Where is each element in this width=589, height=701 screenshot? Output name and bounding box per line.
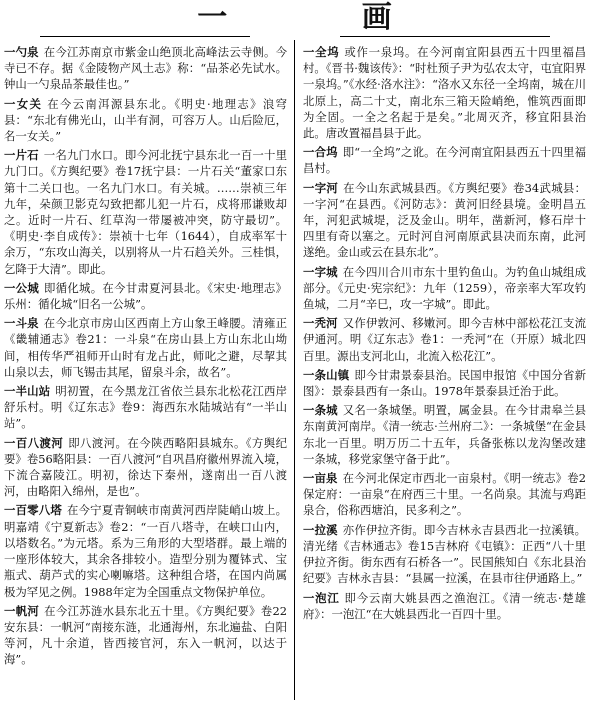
entry-text: 在今江苏南京市紫金山绝顶北高峰法云寺侧。今寺已不存。据《金陵物产风土志》称：“品茶必先试水。钟山一勺泉品茶最佳也。” (4, 45, 287, 92)
entry-headword: 一帆河 (4, 603, 40, 618)
entry-text: 即今云南大姚县西之渔泡江。《清一统志·楚雄府》：一泡江“在大姚县西北一百四十里。 (303, 590, 586, 621)
entry-headword: 一拉溪 (303, 522, 338, 537)
entry-text: 或作一泉坞。在今河南宜阳县西五十四里福昌村。《晋书·魏该传》：“时杜预子尹为弘农太守，屯宜阳界一泉坞。”《水经·洛水注》：“洛水又东径一全坞南，城在川北原上，高二十丈，南北东三箱天险峭绝，惟筑西面即为全固。一全之名起于是矣。”北周灭齐，移宜阳县治此。唐改置福昌县于此。 (303, 45, 586, 141)
title-rule-left (40, 36, 250, 37)
gazetteer-entry (303, 144, 586, 176)
entry-text: 在今宁夏青铜峡市南黄河西岸陡峭山坡上。明嘉靖《宁夏新志》卷2：“一百八塔寺，在峡口山内，以塔数名。”为元塔。系为三角形的大型塔群。最上端的一座形体较大，其余各排较小。造型分别为覆钵式、宝瓶式、葫芦式的实心喇嘛塔。这种组合塔，在国内尚属极为罕见之例。1988年定为全国重点文物保护单位。 (4, 503, 287, 599)
entry-headword: 一公城 (4, 280, 40, 295)
entry-text: 即循化城。在今甘肃夏河县北。《宋史·地理志》乐州：循化城“旧名一公城”。 (4, 280, 287, 312)
gazetteer-entry (4, 96, 287, 145)
gazetteer-entry (303, 402, 586, 467)
entry-headword: 一片石 (4, 148, 39, 163)
entry-headword: 一女关 (4, 96, 43, 111)
entry-text: 在今北京市房山区西南上方山象王峰腰。清雍正《畿辅通志》卷21：一斗泉“在房山县上方山东北山坳间，相传华严祖师开山时有龙占此，师叱之避，尽挈其山泉以去，师飞锡击其尾，留泉斗余，故名”。 (4, 316, 287, 379)
entry-headword: 一半山站 (4, 384, 51, 399)
entry-text: 在今山东武城县西。《方舆纪要》卷34武城县：一字河“在县西。《河防志》：黄河旧经县境。金明昌五年，河犯武城堤，泛及金山。明年，凿新河，修石岸十四里有奇以塞之。元时河自河南原武县决而东南，此河遂绝。金山或云在县东北”。 (303, 180, 586, 260)
entry-headword: 一合坞 (303, 145, 338, 160)
gazetteer-entry (4, 603, 287, 668)
entry-headword: 一条城 (303, 403, 338, 418)
gazetteer-entry (303, 44, 586, 141)
entry-text: 在今四川合川市东十里钓鱼山。为钓鱼山城组成部分。《元史·宪宗纪》：九年（1259），帝亲率大军攻钓鱼城，二月“辛巳，攻一字城”。即此。 (303, 264, 586, 312)
entry-headword: 一条山镇 (303, 367, 350, 382)
entry-headword: 一字河 (303, 180, 339, 195)
entry-text: 明初置，在今黑龙江省依兰县东北松花江西岸舒乐村。明《辽东志》卷9：海西东水陆城站有“一半山站”。 (4, 384, 287, 431)
entry-text: 亦作伊拉齐街。即今吉林永吉县西北一拉溪镇。清光绪《吉林通志》卷15吉林府《屯镇》：正西“八十里伊拉齐街。街东西有石桥各一”。民国熊知白《东北县治纪要》吉林永吉县：“县属一拉溪，在县市往伊通路上。” (303, 522, 586, 586)
entry-text: 即今甘肃景泰县治。民国申报馆《中国分省新图》：景泰县西有一条山。1978年景泰县迁治于此。 (303, 367, 586, 399)
entry-headword: 一勺泉 (4, 45, 39, 59)
entry-headword: 一百零八塔 (4, 503, 62, 518)
page-title: 一 画 (197, 0, 454, 35)
entry-headword: 一全坞 (303, 45, 340, 59)
gazetteer-entry (4, 315, 287, 380)
entry-text: 一名九门水口。即今河北抚宁县东北一百一十里九门口。《方舆纪要》卷17抚宁县：一片石关“董家口东第十二关口也。一名九门水口。有关城。……崇祯三年九年，朵颜卫影克勾致把都儿犯一片石，戍将邢谦败却之。近时一片石、红草沟一带屡被冲突，防守最切”。《明史·李自成传》：崇祯十七年（1644），自成率军十余万，“东攻山海关，以别将从一片石趋关外。三桂惧，乞降于大清”。即此。 (4, 148, 287, 276)
gazetteer-entry (303, 522, 586, 587)
gazetteer-entry (303, 590, 586, 622)
gazetteer-entry (4, 147, 287, 277)
entry-headword: 一秃河 (303, 316, 338, 331)
gazetteer-entry (4, 502, 287, 599)
gazetteer-entry (303, 180, 586, 261)
gazetteer-entry (303, 315, 586, 364)
right-column (303, 44, 586, 698)
entry-headword: 一百八渡河 (4, 435, 64, 450)
gazetteer-entry (4, 435, 287, 500)
entry-text: 在今河北保定市西北一亩泉村。《明一统志》卷2保定府：一亩泉“在府西三十里。一名尚泉。其流与鸡距泉合，俗称西塘泊，民多利之”。 (303, 471, 586, 518)
entry-text: 又作伊敦河、移嫩河。即今吉林中部松花江支流伊通河。明《辽东志》卷1：一秃河“在（开原）城北四百里。源出支河北山，北流入松花江”。 (303, 316, 586, 363)
entry-text: 即八渡河。在今陕西略阳县城东。《方舆纪要》卷56略阳县：一百八渡河“自巩昌府徽州界流入境，下流合嘉陵江。明初，徐达下秦州，遂南出一百八渡河，由略阳入绵州，是也”。 (4, 435, 287, 499)
entry-text: 在今云南洱源县东北。《明史·地理志》浪穹县：“东北有佛光山，山半有洞，可容万人。山后险厄，名一女关。” (4, 96, 287, 144)
entry-headword: 一斗泉 (4, 316, 39, 331)
entry-headword: 一亩泉 (303, 471, 338, 486)
gazetteer-entry (303, 264, 586, 313)
gazetteer-entry (4, 383, 287, 432)
gazetteer-entry (4, 44, 287, 93)
entry-headword: 一泡江 (303, 590, 340, 605)
entry-text: 即“一全坞”之讹。在今河南宜阳县西五十四里福昌村。 (303, 145, 586, 176)
gazetteer-entry (4, 280, 287, 312)
column-divider (294, 40, 295, 700)
entry-text: 在今江苏涟水县东北五十里。《方舆纪要》卷22安东县：一帆河“南接东涟，北通海州，东北遍盐、白阳等河，凡十余道，皆西接官河，东入一帆河，以达于海”。 (4, 603, 287, 667)
gazetteer-entry (303, 367, 586, 399)
entry-headword: 一字城 (303, 264, 338, 279)
entry-text: 又名一条城堡。明置，属金县。在今甘肃皋兰县东南黄河南岸。《清一统志·兰州府二》：一条城堡“在金县东北一百里。明万历二十五年，兵备张栋以龙沟堡改建一条城，移党家堡守备于此”。 (303, 403, 586, 466)
gazetteer-entry (303, 470, 586, 519)
left-column (4, 44, 287, 698)
title-rule-right (340, 36, 550, 37)
